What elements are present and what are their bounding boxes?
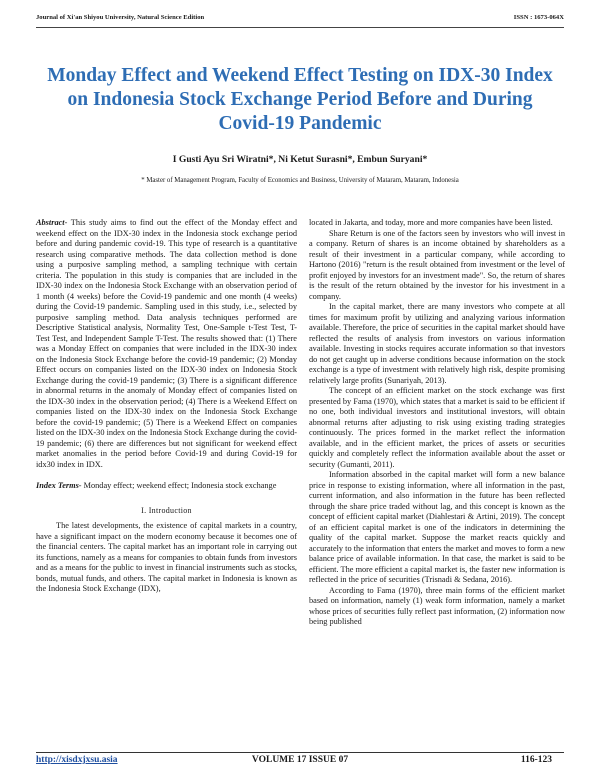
- author-list: I Gusti Ayu Sri Wiratni*, Ni Ketut Surasni*, Embun Suryani*: [172, 154, 428, 165]
- abstract-label: Abstract-: [36, 218, 68, 227]
- index-terms-label: Index Terms-: [36, 481, 82, 490]
- body-paragraph: According to Fama (1970), three main forms of the efficient market based on information, namely (1) weak form information, namely a market whose prices of securities fully reflect past information, (2) information now being published: [309, 585, 565, 626]
- body-paragraph: The concept of an efficient market on the stock exchange was first presented by Fama (1970), which states that a market is said to be efficient if no one, both individual investors and institutional investors, will obtain abnormal returns after adjusting to risk using existing trading strategies continuously. The prices formed in the market reflect the information available, and in the efficient market, the prices of assets or securities quickly and completely reflect the information available about the asset or security (Gumanti, 2011).: [309, 386, 565, 469]
- page-footer: [36, 755, 564, 769]
- footer-divider: [36, 752, 564, 753]
- abstract: [36, 218, 297, 470]
- header-divider: [36, 27, 564, 28]
- abstract-text: This study aims to find out the effect of the Monday effect and weekend effect on the IDX-30 index in the Indonesia stock exchange period before and during pandemic covid-19. This type of research is a quantitative research using comparative methods. The data collection method is done using a purposive sampling method, a sampling technique with certain criteria. The population in this study is companies that are included in the IDX-30 index on the Indonesia Stock Exchange with an observation period of 1 month (4 weeks) before the Covid-19 pandemic and one month (4 weeks) during the Covid-19 pandemic. Sampling used in this study, i.e., selected by purposive sampling method. Data analysis techniques performed are Descriptive Statistical analysis, Normality Test, One-Sample t-Test Test, T-Test Test, and Independent Sample T-Test. The results showed that: (1) There was a Monday Effect on companies that were included in the IDX-30 index on the Indonesia Stock Exchange before the covid-19 pandemic; (2) Monday Effect occurs on companies listed on the IDX-30 index on Indonesia Stock Exchange during the covid-19 pandemic; (3) There is a significant difference in abnormal returns in the anomaly of Monday effect of companies listed on the IDX-30 index in the observation period; (4) There is a Weekend Effect on companies listed on the IDX-30 index on the Indonesia Stock Exchange before the covid-19 pandemic; (5) There is a Weekend Effect on companies listed on the IDX-30 index on the Indonesia Stock Exchange during the covid-19 pandemic; (6) there are differences but not significant for weekend effect market anomalies in the period before Covid-19 and during Covid-19 for idx30 index in IDX.: [36, 218, 297, 469]
- body-paragraph-continued: located in Jakarta, and today, more and more companies have been listed.: [309, 218, 553, 227]
- left-column: [36, 218, 297, 595]
- issn: ISSN : 1673-064X: [513, 14, 564, 21]
- section-heading: I. Introduction: [141, 505, 192, 515]
- body-paragraph: In the capital market, there are many investors who compete at all times for maximum profit by utilizing and analyzing various information available. Therefore, the price of securities in the capital market should have reflected the results of analysis from investors on various information available. Investing in stocks requires accurate information so that investors do not get caught up in adverse conditions because information on the stock exchange is a type of investment with relatively high risk, despite promising relatively large profits (Sunariyah, 2013).: [309, 302, 565, 385]
- page-range: 116-123: [520, 755, 552, 765]
- paper-title: Monday Effect and Weekend Effect Testing on IDX-30 Index on Indonesia Stock Exchange Period Before and During Covid-19 Pandemic: [47, 65, 553, 134]
- body-paragraph: The latest developments, the existence of capital markets in a country, have a significant impact on the modern economy because it becomes one of the financial centers. The capital market has an important role in carrying out its functions, namely as a means for companies to obtain funds from investors and as a means for the public to invest in financial instruments such as stocks, bonds, mutual funds, and others. The capital market in Indonesia is known as the Indonesia Stock Exchange (IDX),: [36, 521, 297, 593]
- affiliation: * Master of Management Program, Faculty of Economics and Business, University of Mataram, Mataram, Indonesia: [141, 177, 459, 184]
- journal-name: Journal of Xi'an Shiyou University, Natural Science Edition: [36, 14, 205, 21]
- body-paragraph: Information absorbed in the capital market will form a new balance price in response to existing information, where all information in the past, current information, and also information in the future has been reflected through the share price traded without lag, and this concept is known as the concept of efficient capital market (Diahlestari & Artini, 2019). The concept of an efficient capital market is one of the indicators in determining the quality of the capital market. Suppose the market reacts quickly and accurately to the information that enters the market and moves to form a new balance price of available information. In that case, the market is said to be efficient. The more efficient a capital market is, the faster new information is reflected in the price of securities (Trisnadi & Sedana, 2016).: [309, 470, 565, 584]
- journal-url-link[interactable]: http://xisdxjxsu.asia: [36, 755, 118, 765]
- index-terms-text: Monday effect; weekend effect; Indonesia stock exchange: [81, 481, 277, 490]
- body-paragraph: Share Return is one of the factors seen by investors who will invest in a company. Return of shares is an income obtained by shareholders as a result of their investment in a particular company, while according to Hartono (2016) "return is the result obtained from investment or the level of profit enjoyed by investors for an investment made". So, the return of shares is the result of the return obtained by the investor for his investment in a company.: [309, 228, 565, 301]
- volume-issue: VOLUME 17 ISSUE 07: [251, 755, 349, 765]
- running-header: [36, 14, 564, 28]
- index-terms: [36, 481, 297, 492]
- right-column: [309, 218, 565, 628]
